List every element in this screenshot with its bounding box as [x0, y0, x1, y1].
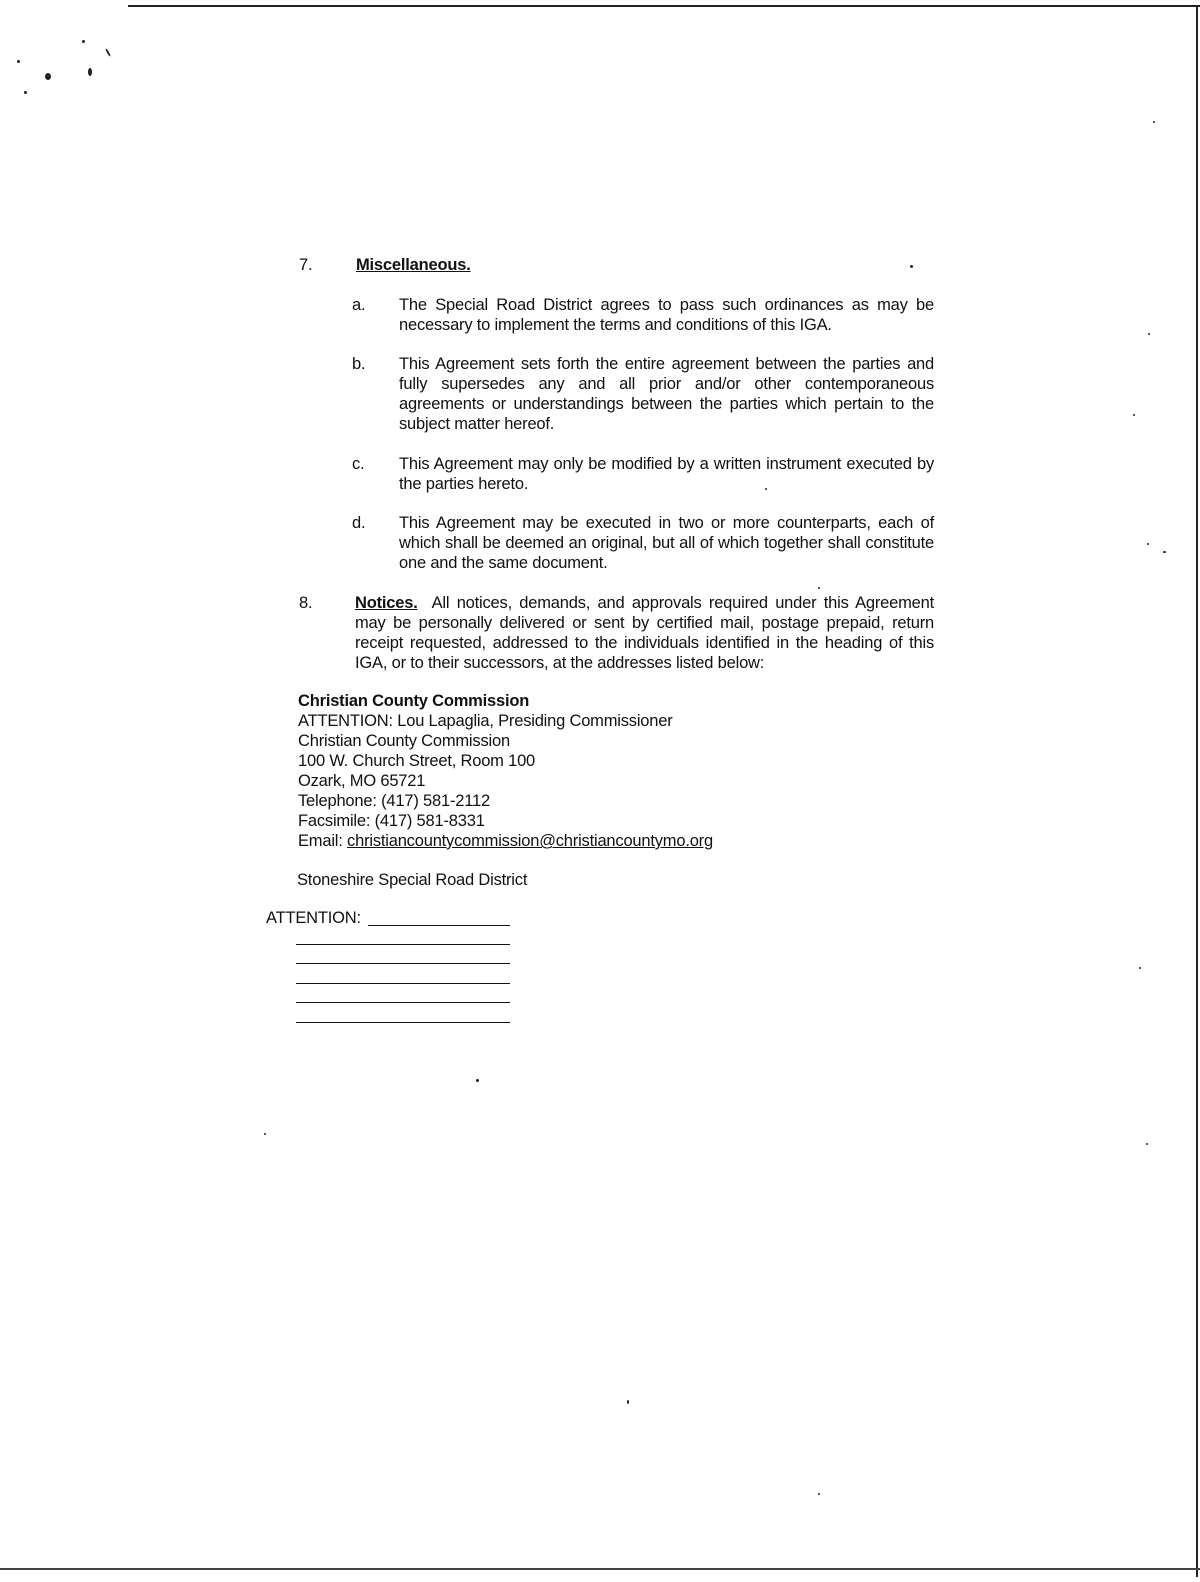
- item-letter: a.: [352, 296, 366, 314]
- attention-blank-line: [368, 925, 510, 926]
- address-blank-line: [296, 1002, 510, 1003]
- scan-border-top: [128, 5, 1200, 7]
- address-blank-line: [296, 944, 510, 945]
- county-facsimile: Facsimile: (417) 581-8331: [298, 812, 485, 830]
- item-text: The Special Road District agrees to pass such ordinances as may be necessary to implement the terms and conditions of this IGA.: [399, 296, 934, 334]
- item-text: This Agreement sets forth the entire agreement between the parties and fully supersedes any and all prior and/or other contemporaneous agreements or understandings between the parties which pertain to the subject matter hereof.: [399, 355, 934, 433]
- county-city: Ozark, MO 65721: [298, 772, 426, 790]
- county-address-block: [298, 691, 818, 851]
- county-street: 100 W. Church Street, Room 100: [298, 752, 536, 770]
- email-link[interactable]: christiancountycommission@christiancountymo.org: [347, 832, 713, 850]
- county-office: Christian County Commission: [298, 732, 510, 750]
- district-name: Stoneshire Special Road District: [297, 871, 528, 889]
- section-number: 8.: [299, 594, 313, 612]
- notice-paragraph: [355, 593, 934, 673]
- district-attention-label: ATTENTION:: [266, 909, 361, 927]
- section-heading: Miscellaneous.: [356, 256, 471, 274]
- county-telephone: Telephone: (417) 581-2112: [298, 792, 490, 810]
- item-text: This Agreement may only be modified by a written instrument executed by the parties hereto.: [399, 455, 934, 493]
- section-heading: Notices.: [355, 594, 418, 612]
- county-email-line: [298, 831, 818, 851]
- scan-border-bottom: [0, 1568, 1200, 1570]
- scan-border-right: [1196, 5, 1198, 1577]
- address-blank-line: [296, 1022, 510, 1023]
- address-blank-line: [296, 963, 510, 964]
- county-name: Christian County Commission: [298, 692, 530, 710]
- address-blank-line: [296, 983, 510, 984]
- item-letter: b.: [352, 355, 366, 373]
- item-letter: c.: [352, 455, 365, 473]
- notice-text: All notices, demands, and approvals required under this Agreement may be personally delivered or sent by certified mail, postage prepaid, return receipt requested, addressed to the individuals identified in the heading of this IGA, or to their successors, at the addresses listed below:: [355, 594, 934, 672]
- item-text: This Agreement may be executed in two or more counterparts, each of which shall be deemed an original, but all of which together shall constitute one and the same document.: [399, 514, 934, 572]
- section-number: 7.: [299, 256, 313, 274]
- county-attention: ATTENTION: Lou Lapaglia, Presiding Commissioner: [298, 712, 673, 730]
- email-label: Email:: [298, 832, 343, 850]
- item-letter: d.: [352, 514, 366, 532]
